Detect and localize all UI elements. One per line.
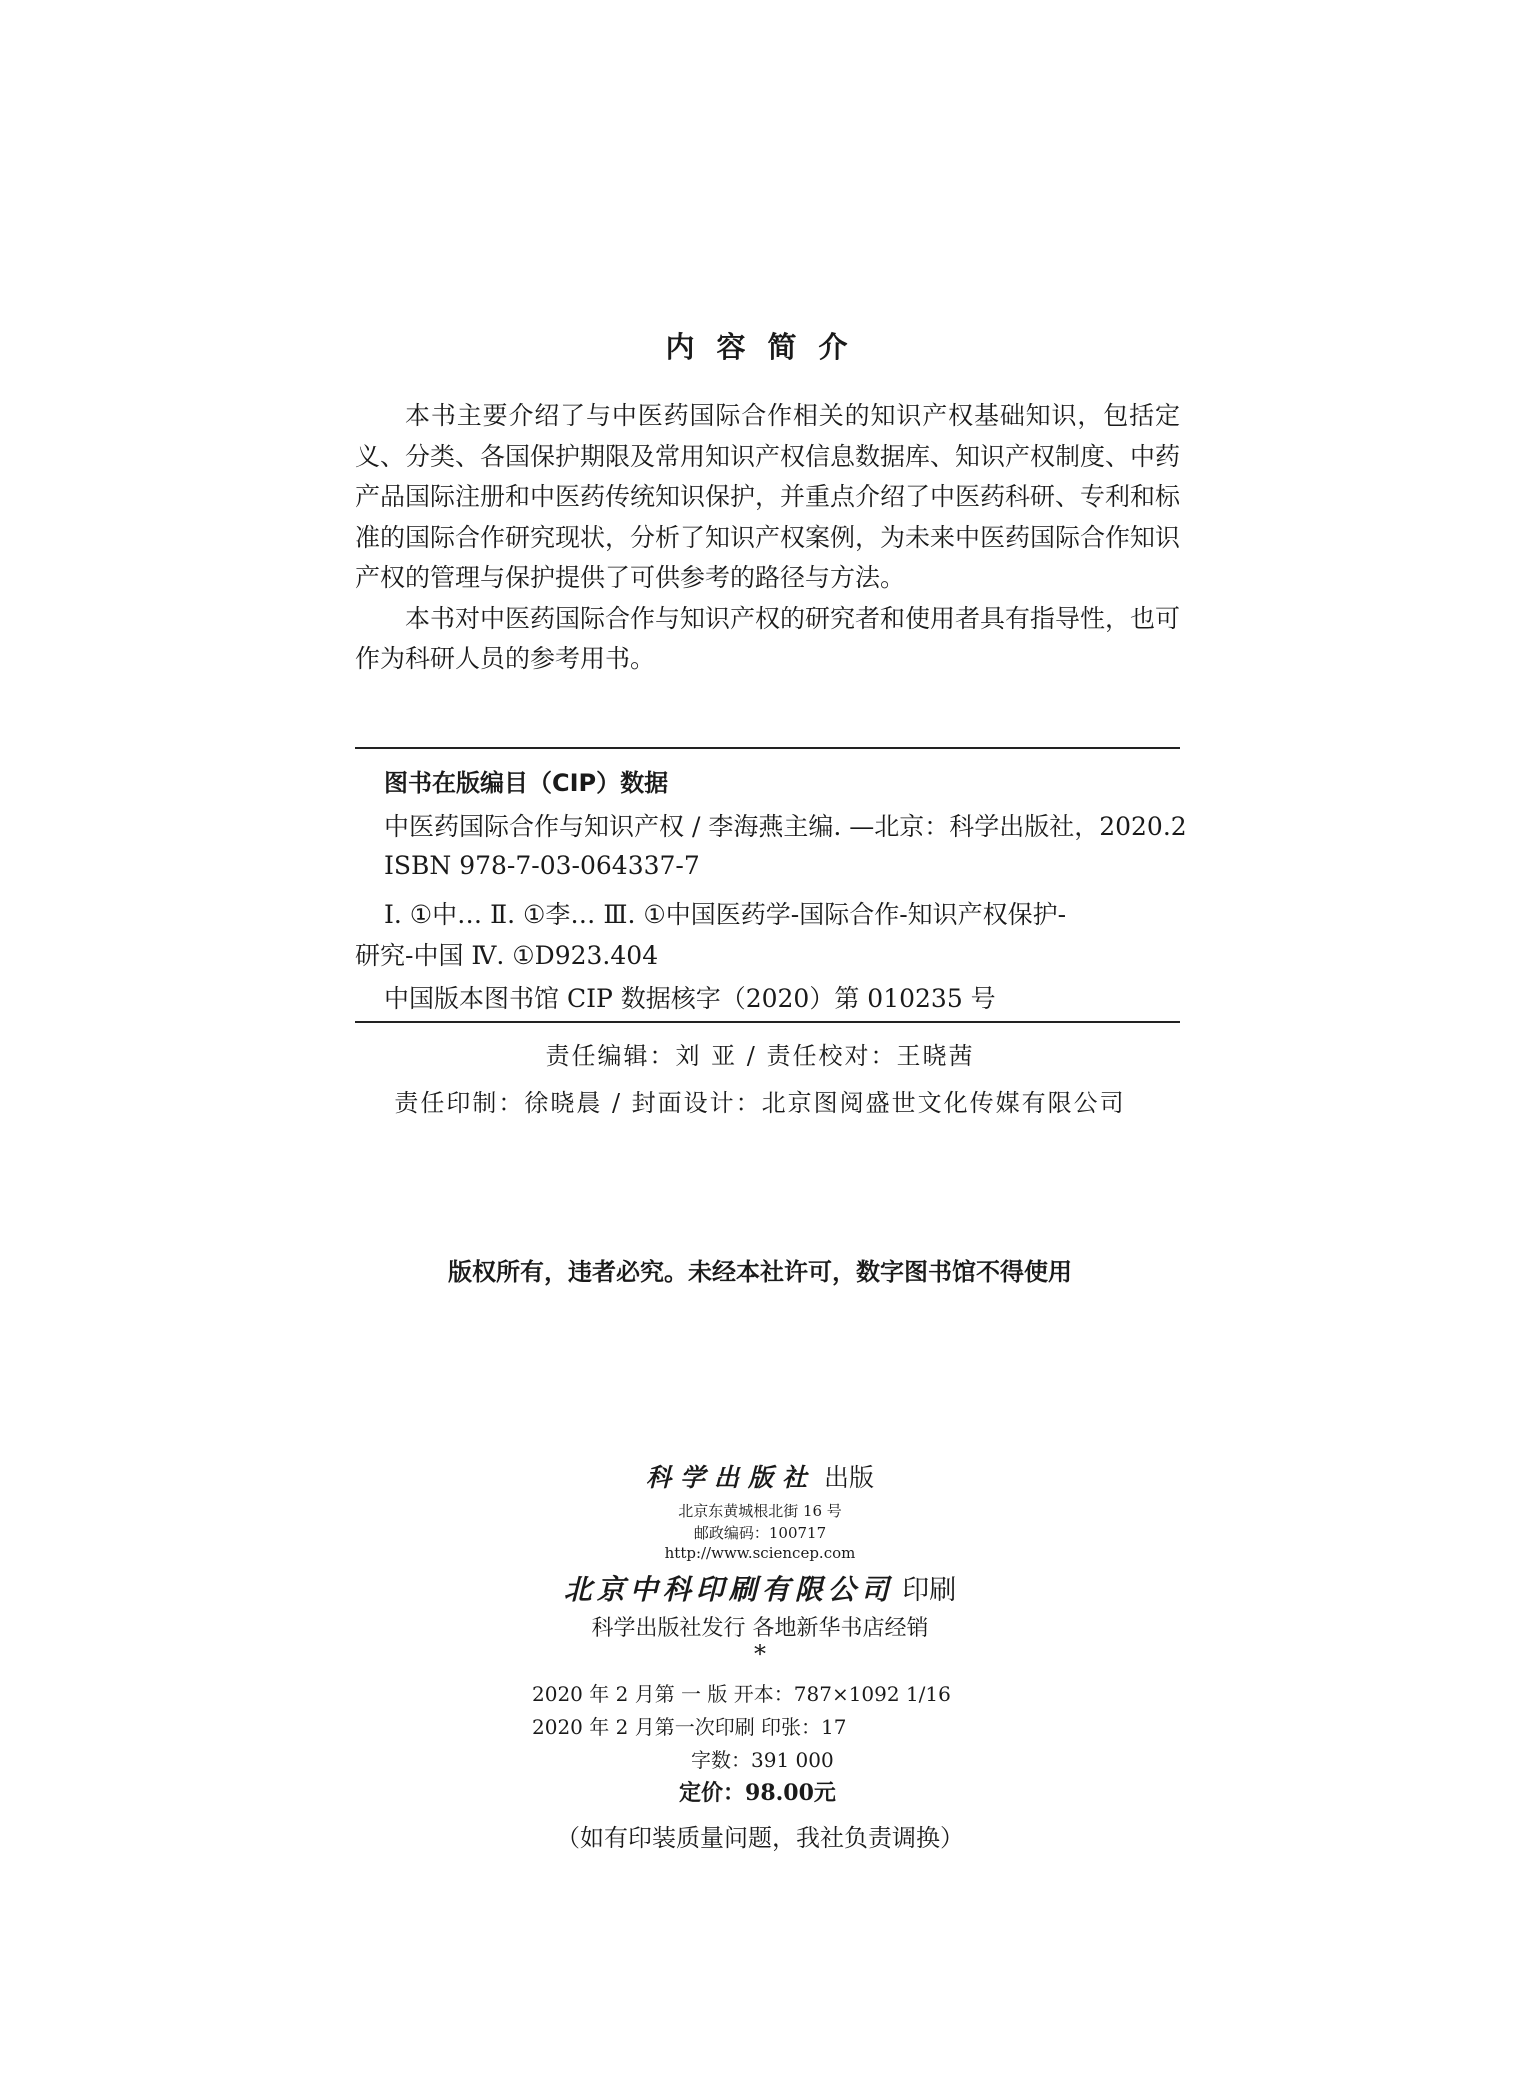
publisher-website: http://www.sciencep.com xyxy=(664,1544,856,1562)
publisher-address: 北京东黄城根北街 16 号 xyxy=(678,1502,842,1520)
cip-classification-line-2: 研究-中国 Ⅳ. ①D923.404 xyxy=(355,941,659,970)
publisher-postcode: 邮政编码：100717 xyxy=(693,1524,827,1542)
quality-note: （如有印装质量问题，我社负责调换） xyxy=(556,1824,964,1852)
price-line xyxy=(679,1776,836,1807)
cip-record-number: 中国版本图书馆 CIP 数据核字（2020）第 010235 号 xyxy=(384,984,996,1013)
printing-spec: 2020 年 2 月第一次印刷 印张：17 xyxy=(532,1715,847,1739)
printer-action: 印刷 xyxy=(902,1575,957,1606)
distribution-line: 科学出版社发行 各地新华书店经销 xyxy=(591,1616,929,1641)
publisher-line xyxy=(0,1458,1520,1494)
price-value: 98.00 xyxy=(745,1780,814,1806)
cip-classification-line-1: Ⅰ. ①中… Ⅱ. ①李… Ⅲ. ①中国医药学-国际合作-知识产权保护- xyxy=(384,900,1067,929)
publisher-name: 科学出版社 xyxy=(646,1463,817,1492)
publisher-action: 出版 xyxy=(823,1463,874,1492)
page-title: 内容简介 xyxy=(665,330,870,364)
editor-credits: 责任编辑：刘 亚 / 责任校对：王晓茜 xyxy=(545,1042,975,1070)
cip-description: 中医药国际合作与知识产权 / 李海燕主编. —北京：科学出版社，2020.2 xyxy=(384,812,1187,841)
word-count: 字数：391 000 xyxy=(691,1748,834,1772)
cip-isbn: ISBN 978-7-03-064337-7 xyxy=(384,851,700,880)
production-credits: 责任印制：徐晓晨 / 封面设计：北京图阅盛世文化传媒有限公司 xyxy=(394,1089,1126,1117)
edition-spec: 2020 年 2 月第 一 版 开本：787×1092 1/16 xyxy=(532,1682,951,1706)
price-unit: 元 xyxy=(813,1781,836,1806)
intro-section xyxy=(355,396,1180,680)
cip-data-block xyxy=(355,747,1187,1023)
rights-notice: 版权所有，违者必究。未经本社许可，数字图书馆不得使用 xyxy=(448,1258,1072,1286)
separator-star: * xyxy=(754,1640,766,1668)
intro-paragraph-1: 本书主要介绍了与中医药国际合作相关的知识产权基础知识，包括定义、分类、各国保护期限及常用知识产权信息数据库、知识产权制度、中药产品国际注册和中医药传统知识保护，并重点介绍了中医药科研、专利和标准的国际合作研究现状，分析了知识产权案例，为未来中医药国际合作知识产权的管理与保护提供了可供参考的路径与方法。 xyxy=(355,401,1181,592)
printer-line xyxy=(0,1568,1520,1608)
printer-name: 北京中科印刷有限公司 xyxy=(563,1573,894,1606)
cip-heading: 图书在版编目（CIP）数据 xyxy=(384,769,669,797)
price-label: 定价： xyxy=(679,1781,746,1806)
intro-paragraph-2: 本书对中医药国际合作与知识产权的研究者和使用者具有指导性，也可作为科研人员的参考用书。 xyxy=(355,603,1181,673)
